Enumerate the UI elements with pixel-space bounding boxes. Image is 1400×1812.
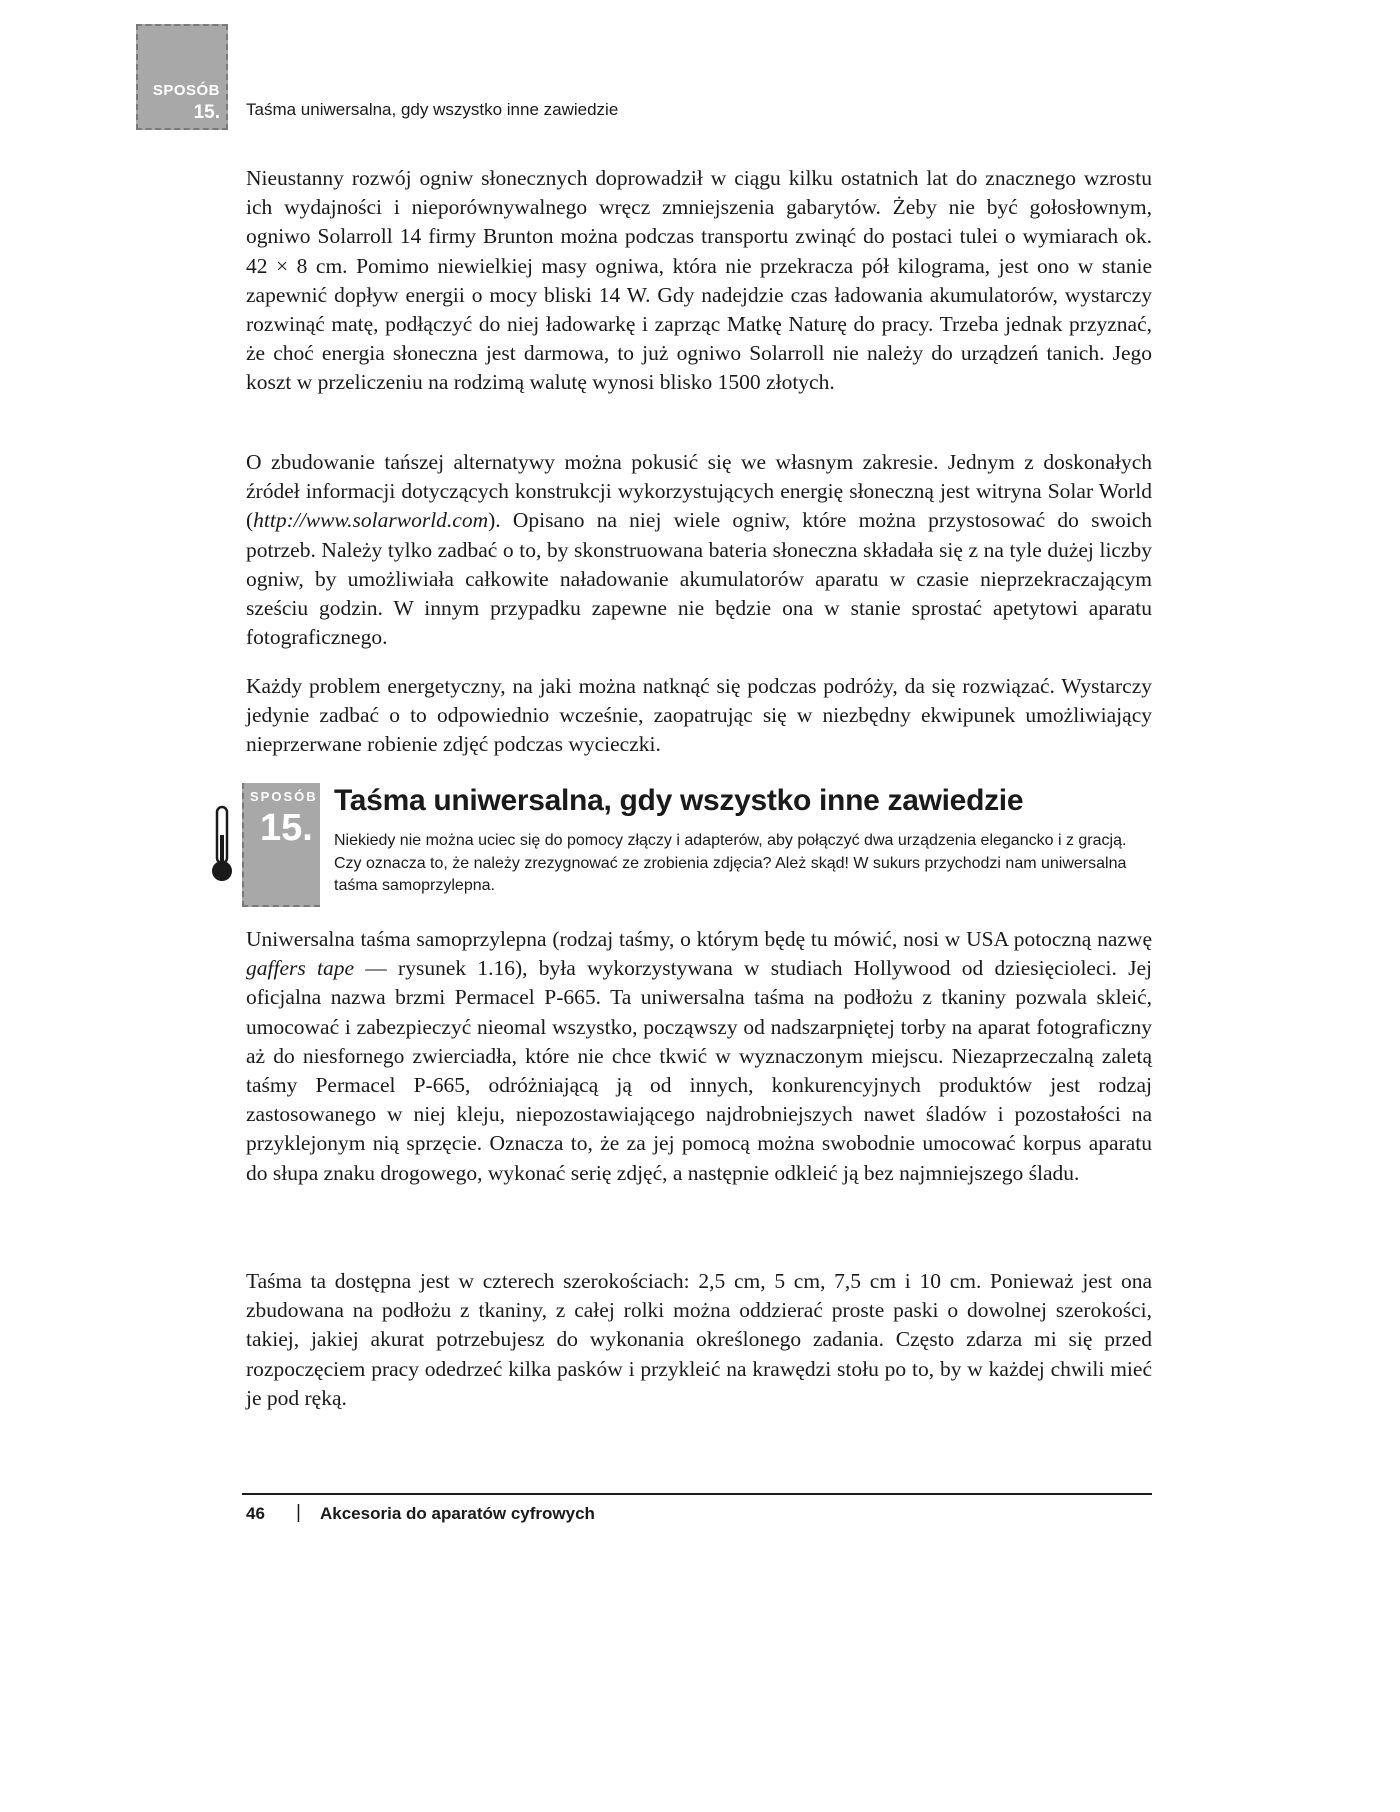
paragraph-2-text-a: O zbudowanie tańszej alternatywy można pokusić się we własnym zakresie. Jednym z doskonałych źródeł informacji dotyczących konstrukcji wykorzystujących energię słoneczną jest witryna Solar World ( bbox=[246, 450, 1152, 533]
book-title: Akcesoria do aparatów cyfrowych bbox=[320, 1504, 595, 1523]
solarworld-link[interactable]: http://www.solarworld.com bbox=[253, 508, 489, 533]
paragraph-4 bbox=[246, 925, 1152, 1188]
paragraph-2 bbox=[246, 448, 1152, 652]
section-tab-number: 15. bbox=[260, 807, 313, 849]
paragraph-3: Każdy problem energetyczny, na jaki można natknąć się podczas podróży, da się rozwiązać. Wystarczy jedynie zadbać o to odpowiednio wcześnie, zaopatrując się w niezbędny ekwipunek umożliwiający nieprzerwane robienie zdjęć podczas wycieczki. bbox=[246, 674, 1152, 757]
paragraph-4-text-a: Uniwersalna taśma samoprzylepna (rodzaj taśmy, o którym będę tu mówić, nosi w USA potoczną nazwę bbox=[246, 927, 1152, 951]
paragraph-1: Nieustanny rozwój ogniw słonecznych doprowadził w ciągu kilku ostatnich lat do znacznego wzrostu ich wydajności i nieporównywalnego wręcz zmniejszenia gabarytów. Żeby nie być gołosłownym, ogniwo Solarroll 14 firmy Brunton można podczas transportu zwinąć do postaci tulei o wymiarach ok. 42 × 8 cm. Pomimo niewielkiej masy ogniwa, która nie przekracza pół kilograma, jest ono w stanie zapewnić dopływ energii o mocy bliski 14 W. Gdy nadejdzie czas ładowania akumulatorów, wystarczy rozwinąć matę, podłączyć do niej ładowarkę i zaprząc Matkę Naturę do pracy. Trzeba jednak przyznać, że choć energia słoneczna jest darmowa, to już ogniwo Solarroll nie należy do urządzeń tanich. Jego koszt w przeliczeniu na rodzimą walutę wynosi blisko 1500 złotych. bbox=[246, 166, 1152, 395]
section-tab-label: SPOSÓB bbox=[250, 789, 318, 804]
paragraph-2-text-b: ). Opisano na niej wiele ogniw, które można przystosować do swoich potrzeb. Należy tylko zadbać o to, by skonstruowana bateria słoneczna składała się z na tyle dużej liczby ogniw, by umożliwiała całkowite naładowanie akumulatorów aparatu w czasie nieprzekraczającym sześciu godzin. W innym przypadku zapewne nie będzie ona w stanie sprostać apetytowi aparatu fotograficznego. bbox=[246, 508, 1152, 650]
gaffers-tape-term: gaffers tape bbox=[246, 956, 355, 981]
section-title: Taśma uniwersalna, gdy wszystko inne zawiedzie bbox=[334, 784, 1024, 817]
paragraph-5: Taśma ta dostępna jest w czterech szerokościach: 2,5 cm, 5 cm, 7,5 cm i 10 cm. Ponieważ jest ona zbudowana na podłożu z tkaniny, z całej rolki można oddzierać proste paski o dowolnej szerokości, takiej, jakiej akurat potrzebujesz do wykonania określonego zadania. Często zdarza mi się przed rozpoczęciem pracy odedrzeć kilka pasków i przykleić na krawędzi stołu po to, by w każdej chwili mieć je pod ręką. bbox=[246, 1269, 1152, 1410]
thermometer-icon bbox=[208, 805, 236, 885]
section-tab bbox=[242, 783, 320, 907]
header-section-tab bbox=[136, 24, 228, 130]
section-description: Niekiedy nie można uciec się do pomocy złączy i adapterów, aby połączyć dwa urządzenia elegancko i z gracją. Czy oznacza to, że należy zrezygnować ze zrobienia zdjęcia? Ależ skąd! W sukurs przychodzi nam uniwersalna taśma samoprzylepna. bbox=[334, 832, 1127, 894]
page-number: 46 bbox=[246, 1504, 265, 1523]
footer-rule bbox=[242, 1493, 1152, 1495]
header-tab-label: SPOSÓB bbox=[152, 82, 220, 99]
running-header-title: Taśma uniwersalna, gdy wszystko inne zawiedzie bbox=[246, 100, 619, 119]
paragraph-4-text-b: — rysunek 1.16), była wykorzystywana w studiach Hollywood od dziesięcioleci. Jej oficjalna nazwa brzmi Permacel P-665. Ta uniwersalna taśma na podłożu z tkaniny pozwala skleić, umocować i zabezpieczyć nieomal wszystko, począwszy od nadszarpniętej torby na aparat fotograficzny aż do niesfornego zwierciadła, które nie chce tkwić w wyznaczonym miejscu. Niezaprzeczalną zaletą taśmy Permacel P-665, odróżniającą ją od innych, konkurencyjnych produktów jest rodzaj zastosowanego w niej kleju, niepozostawiającego najdrobniejszych nawet śladów i pozostałości na przyklejonym nią sprzęcie. Oznacza to, że za jej pomocą można swobodnie umocować korpus aparatu do słupa znaku drogowego, wykonać serię zdjęć, a następnie odkleić ją bez najmniejszego śladu. bbox=[246, 956, 1152, 1185]
header-tab-number: 15. bbox=[193, 102, 220, 123]
footer-separator: | bbox=[296, 1502, 301, 1523]
